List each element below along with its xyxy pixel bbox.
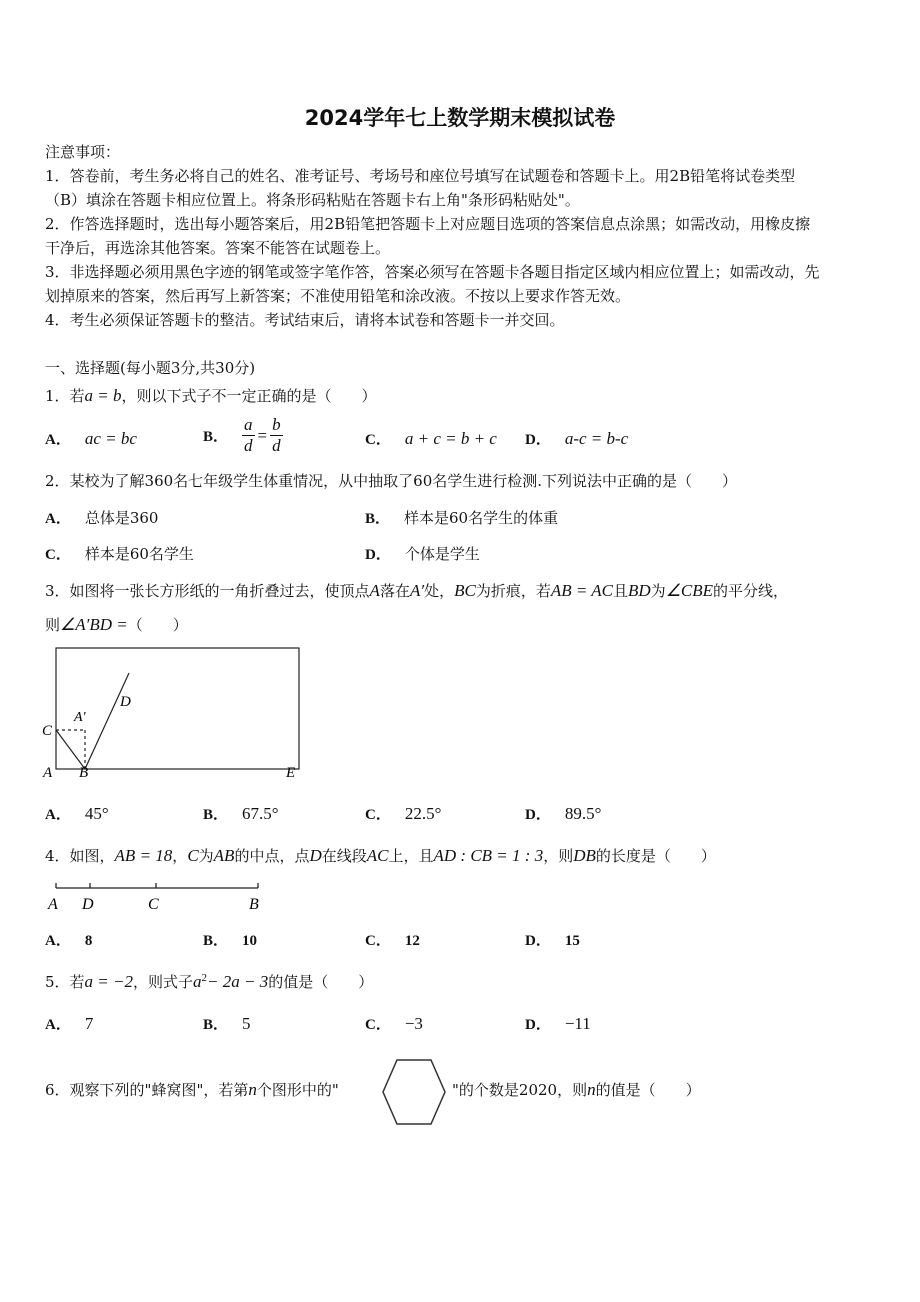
notice-line: 划掉原来的答案，然后再写上新答案；不准使用铅笔和涂改液。不按以上要求作答无效。	[45, 287, 631, 305]
q1-condition: a = b	[84, 386, 122, 405]
label-b: B	[79, 765, 89, 781]
q5-option-a[interactable]: A． 7	[45, 1014, 94, 1033]
label-a-prime: A′	[74, 710, 86, 725]
label-e: E	[286, 765, 296, 781]
crease-bc	[56, 730, 85, 769]
q3-option-c[interactable]: C． 22.5°	[365, 804, 442, 823]
question-6-part2: "的个数是2020，则n的值是（ ）	[452, 1080, 701, 1099]
label-a: A	[48, 896, 58, 913]
q3-option-a[interactable]: A． 45°	[45, 804, 109, 823]
segment-figure	[42, 878, 274, 918]
q1-option-c[interactable]: C． a + c = b + c	[365, 429, 497, 448]
label-c: C	[148, 896, 159, 913]
q3-option-b[interactable]: B． 67.5°	[203, 804, 279, 823]
q1-text: 1．若	[45, 387, 85, 405]
notice-line: 3．非选择题必须用黑色字迹的钢笔或签字笔作答，答案必须写在答题卡各题目指定区域内相应位置上；如需改动，先	[45, 263, 820, 281]
question-3-ask: 则∠A′BD =（ ）	[45, 615, 188, 634]
q2-option-b[interactable]: B． 样本是60名学生的体重	[365, 509, 559, 527]
q4-option-d[interactable]: D． 15	[525, 933, 580, 949]
q2-option-a[interactable]: A． 总体是360	[45, 509, 159, 527]
q1-option-b[interactable]: B． $\frac{a}{d}$ = $\frac{b}{d}$	[203, 415, 281, 455]
question-2: 2．某校为了解360名七年级学生体重情况，从中抽取了60名学生进行检测.下列说法中正确的是（ ）	[45, 472, 738, 490]
question-6-part1: 6．观察下列的"蜂窝图"，若第n个图形中的"	[45, 1080, 339, 1099]
fraction: $\frac{b}{d}$	[272, 415, 281, 455]
notice-line: 4．考生必须保证答题卡的整洁。考试结束后，请将本试卷和答题卡一并交回。	[45, 311, 565, 329]
q5-option-d[interactable]: D． −11	[525, 1014, 591, 1033]
q2-option-c[interactable]: C． 样本是60名学生	[45, 545, 194, 563]
notice-line: 干净后，再选涂其他答案。答案不能答在试题卷上。	[45, 239, 391, 257]
hexagon-icon	[380, 1056, 448, 1128]
label-a: A	[43, 765, 53, 781]
q1-option-d[interactable]: D． a-c = b-c	[525, 429, 629, 448]
rectangle-paper	[56, 648, 299, 769]
q4-option-a[interactable]: A． 8	[45, 933, 93, 949]
question-3: 3．如图将一张长方形纸的一角折叠过去，使顶点A落在A′处，BC为折痕，若AB = AC且BD为∠CBE的平分线，	[45, 581, 789, 600]
notice-line: （B）填涂在答题卡相应位置上。将条形码粘贴在答题卡右上角"条形码粘贴处"。	[45, 191, 580, 209]
q3-option-d[interactable]: D． 89.5°	[525, 804, 602, 823]
q4-option-b[interactable]: B． 10	[203, 933, 258, 949]
label-d: D	[120, 694, 131, 710]
line-bd	[85, 673, 129, 769]
fraction: $\frac{a}{d}$	[244, 415, 253, 455]
section-heading: 一、选择题(每小题3分,共30分)	[45, 359, 256, 377]
label-b: B	[249, 896, 259, 913]
q5-option-c[interactable]: C． −3	[365, 1014, 423, 1033]
notice-heading: 注意事项：	[45, 143, 121, 161]
fold-figure	[38, 640, 308, 785]
q2-option-d[interactable]: D． 个体是学生	[365, 545, 480, 563]
page-title: 2024学年七上数学期末模拟试卷	[304, 106, 616, 130]
q5-option-b[interactable]: B． 5	[203, 1014, 251, 1033]
question-5: 5．若a = −2，则式子$a^2- 2a - 3$的值是（ ）	[45, 972, 374, 991]
notice-line: 2．作答选择题时，选出每小题答案后，用2B铅笔把答题卡上对应题目选项的答案信息点涂黑；如需改动，用橡皮擦	[45, 215, 811, 233]
question-1	[45, 385, 377, 406]
q4-option-c[interactable]: C． 12	[365, 933, 420, 949]
q1-option-a[interactable]: A． ac = bc	[45, 429, 137, 448]
label-d: D	[82, 896, 94, 913]
q1-text: ，则以下式子不一定正确的是（ ）	[121, 387, 377, 405]
notice-line: 1．答卷前，考生务必将自己的姓名、准考证号、考场号和座位号填写在试题卷和答题卡上。用2B铅笔将试卷类型	[45, 167, 796, 185]
question-4: 4．如图，AB = 18，C为AB的中点，点D在线段AC上，且AD : CB = 1 : 3，则DB的长度是（ ）	[45, 846, 716, 865]
label-c: C	[42, 723, 53, 739]
